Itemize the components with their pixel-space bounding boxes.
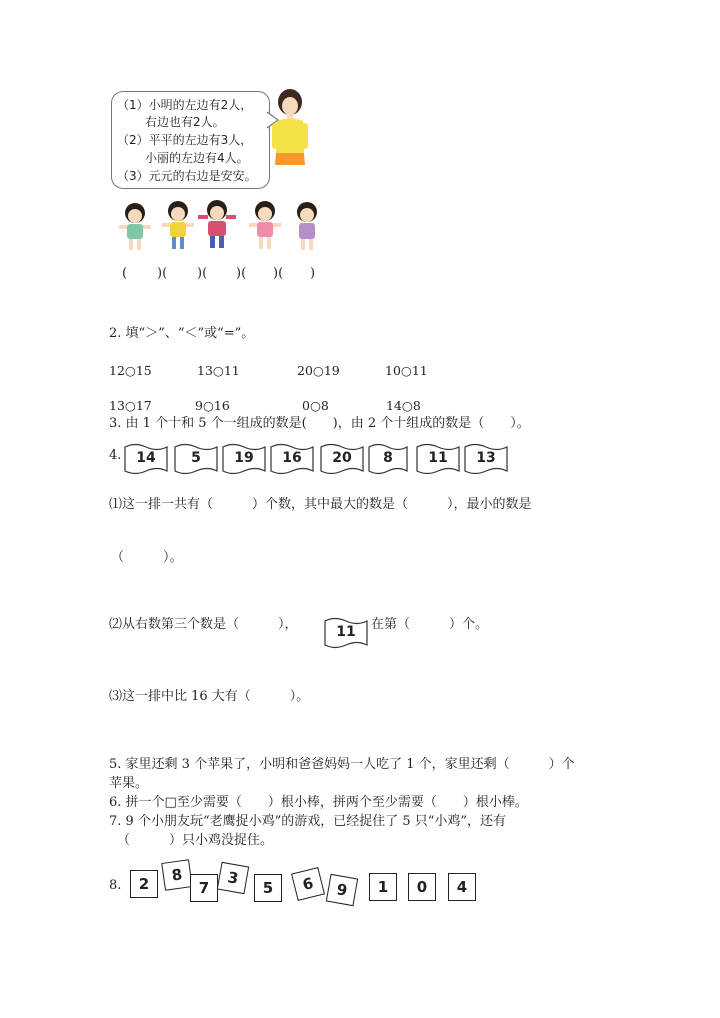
flag-card [416, 443, 460, 475]
flag-card [464, 443, 508, 475]
number-box: 5 [254, 874, 282, 902]
number-box: 0 [408, 873, 436, 901]
teacher-figure-icon [270, 85, 310, 190]
q2-item-3: 20○19 [297, 363, 340, 378]
flag-card-11-inline-label: 11 [336, 624, 356, 640]
flag-card [124, 443, 168, 475]
speech-bubble [111, 91, 270, 189]
bubble-line-3: （2）平平的左边有3人， [117, 133, 253, 147]
q2-item-1: 12○15 [109, 363, 152, 378]
bubble-line-2: 右边也有2人。 [145, 115, 225, 129]
q4-label: 4. [109, 448, 122, 463]
flag-card-label: 19 [234, 450, 254, 466]
number-box: 4 [448, 873, 476, 901]
q6-text: 6. 拼一个□至少需要（ ）根小棒，拼两个至少需要（ ）根小棒。 [109, 795, 528, 810]
flag-card [320, 443, 364, 475]
flag-card [174, 443, 218, 475]
q2-item-4: 10○11 [385, 363, 428, 378]
q1-blank-2: )( [157, 266, 168, 281]
q1-blank-4: )( [236, 266, 247, 281]
bubble-line-4: 小丽的左边有4人。 [145, 151, 249, 165]
number-box: 7 [190, 874, 218, 902]
q3-text: 3. 由 1 个十和 5 个一组成的数是( )，由 2 个十组成的数是（ ）。 [109, 416, 530, 431]
q1-blank-1: ( [122, 266, 128, 281]
flag-card-label: 13 [476, 450, 496, 466]
q4-sub1-cont: （ ）。 [111, 550, 183, 565]
flag-card [270, 443, 314, 475]
q2-item-5: 13○17 [109, 398, 152, 413]
q1-blank-3: )( [197, 266, 208, 281]
q5-line2: 苹果。 [109, 776, 149, 791]
number-box: 6 [291, 867, 325, 901]
q4-sub3: ⑶这一排中比 16 大有（ ）。 [109, 689, 310, 704]
q4-sub1: ⑴这一排一共有（ ）个数，其中最大的数是（ ），最小的数是 [109, 497, 532, 512]
flag-card-11-inline [324, 617, 368, 649]
q1-blank-6: ) [310, 266, 316, 281]
bubble-line-1: （1）小明的左边有2人， [117, 98, 253, 112]
number-box: 3 [217, 862, 249, 894]
q5-line1: 5. 家里还剩 3 个苹果了，小明和爸爸妈妈一人吃了 1 个，家里还剩（ ）个 [109, 757, 575, 772]
q2-item-2: 13○11 [197, 363, 240, 378]
flag-card-label: 8 [383, 450, 393, 466]
q8-label: 8. [109, 878, 122, 893]
flag-card-label: 16 [282, 450, 302, 466]
number-box: 9 [326, 874, 358, 906]
q7-line1: 7. 9 个小朋友玩“老鹰捉小鸡”的游戏，已经捉住了 5 只“小鸡”，还有 [109, 814, 507, 829]
flag-card [222, 443, 266, 475]
q4-sub2-part2: 在第（ ）个。 [371, 617, 489, 632]
number-box: 1 [369, 873, 397, 901]
flag-card-label: 14 [136, 450, 156, 466]
five-children-icon [115, 195, 330, 255]
q2-title: 2. 填“＞”、“＜”或“=”。 [109, 326, 255, 341]
q2-item-7: 0○8 [302, 398, 329, 413]
number-box: 2 [130, 870, 158, 898]
q2-item-6: 9○16 [195, 398, 230, 413]
q1-blank-5: )( [273, 266, 284, 281]
q4-sub2-part1: ⑵从右数第三个数是（ ）， [109, 617, 298, 632]
q7-line2: （ ）只小鸡没捉住。 [117, 833, 274, 848]
flag-card [368, 443, 408, 475]
flag-card-label: 20 [332, 450, 352, 466]
number-box: 8 [161, 859, 193, 891]
flag-card-label: 5 [191, 450, 201, 466]
bubble-line-5: （3）元元的右边是安安。 [117, 169, 257, 183]
flag-card-label: 11 [428, 450, 448, 466]
q2-item-8: 14○8 [386, 398, 421, 413]
